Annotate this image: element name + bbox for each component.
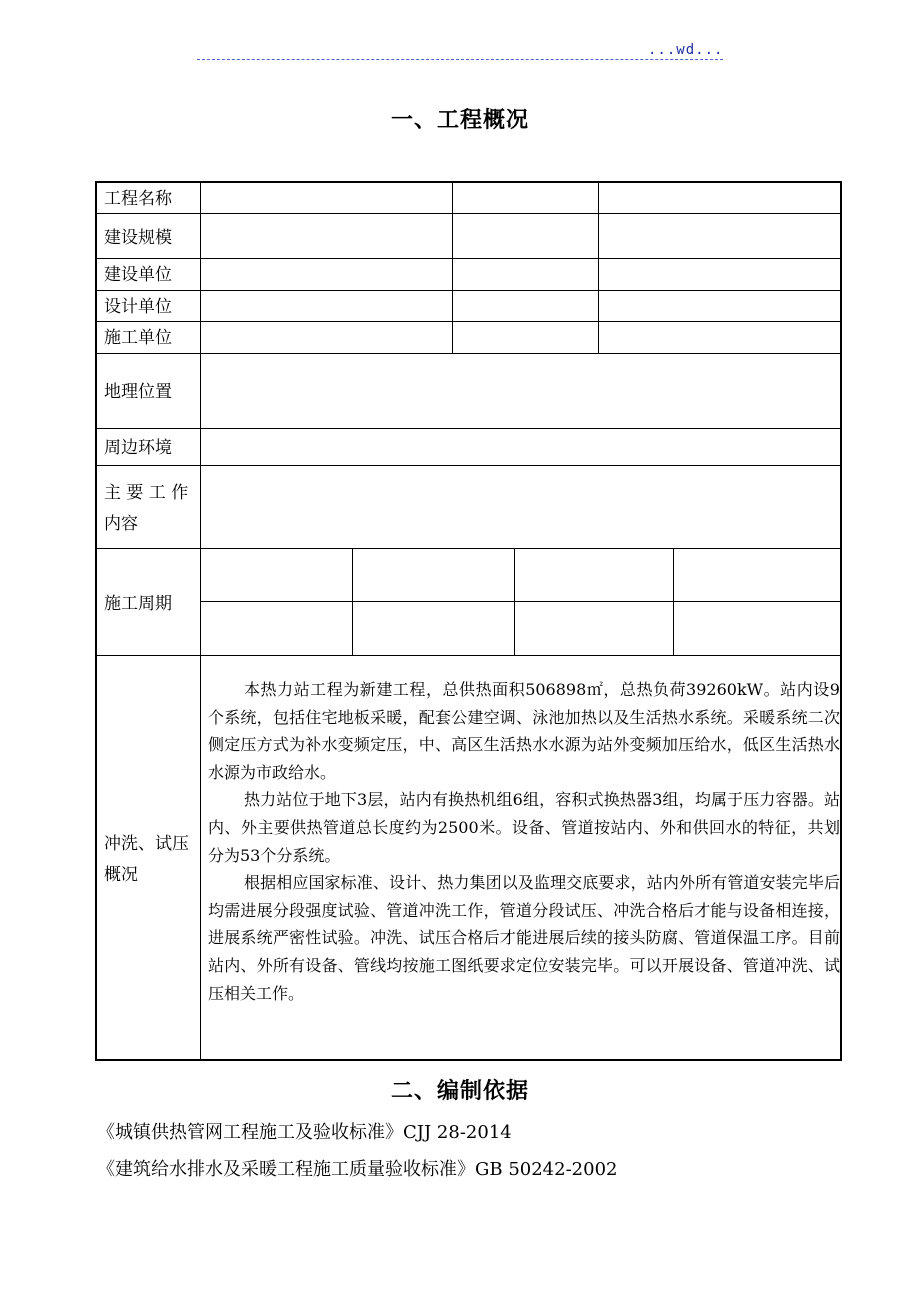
overview-paragraph: 根据相应国家标准、设计、热力集团以及监理交底要求，站内外所有管道安装完毕后均需进展分段强度试验、管道冲洗工作，管道分段试压、冲洗合格后才能与设备相连接，进展系统严密性试验。冲洗、试压合格后才能进展后续的接头防腐、管道保温工序。目前站内、外所有设备、管线均按施工图纸要求定位安装完毕。可以开展设备、管道冲洗、试压相关工作。 (208, 873, 840, 1003)
section-title-overview: 一、工程概况 (390, 108, 529, 133)
table-divider (673, 548, 674, 655)
table-divider (95, 465, 842, 466)
header-mark: ...wd... (648, 42, 724, 58)
table-divider (598, 181, 599, 353)
label-overview-line1: 冲洗、试压 (104, 834, 189, 854)
section-title-basis: 二、编制依据 (390, 1079, 529, 1104)
label-main-work-line1: 主 要 工 作 (104, 483, 189, 503)
label-location: 地理位置 (104, 382, 172, 402)
table-divider (352, 548, 353, 655)
table-divider (95, 321, 842, 322)
table-divider (95, 428, 842, 429)
table-divider (95, 353, 842, 354)
label-scale: 建设规模 (104, 228, 172, 248)
label-project-name: 工程名称 (104, 189, 172, 209)
table-divider (200, 181, 201, 1061)
table-divider (452, 181, 453, 353)
table-divider (95, 655, 842, 656)
overview-paragraph: 本热力站工程为新建工程，总供热面积506898㎡，总热负荷39260kW。站内设9个系统，包括住宅地板采暖，配套公建空调、泳池加热以及生活热水系统。采暖系统二次侧定压方式为补水变频定压，中、高区生活热水水源为站外变频加压给水，低区生活热水水源为市政给水。 (208, 680, 840, 782)
reference-item: 《城镇供热管网工程施工及验收标准》CJJ 28-2014 (97, 1122, 512, 1143)
label-builder: 建设单位 (104, 265, 172, 285)
table-divider (95, 548, 842, 549)
label-designer: 设计单位 (104, 297, 172, 317)
label-overview-line2: 概况 (104, 865, 138, 885)
reference-item: 《建筑给水排水及采暖工程施工质量验收标准》GB 50242-2002 (97, 1159, 618, 1180)
table-divider (95, 290, 842, 291)
table-divider (95, 213, 842, 214)
label-main-work-line2: 内容 (104, 514, 138, 534)
header-divider (197, 59, 723, 60)
table-divider (514, 548, 515, 655)
label-period: 施工周期 (104, 594, 172, 614)
table-divider (95, 258, 842, 259)
table-divider (200, 601, 842, 602)
label-contractor: 施工单位 (104, 328, 172, 348)
label-environment: 周边环境 (104, 438, 172, 458)
overview-paragraph: 热力站位于地下3层，站内有换热机组6组，容积式换热器3组，均属于压力容器。站内、外主要供热管道总长度约为2500米。设备、管道按站内、外和供回水的特征，共划分为53个分系统。 (208, 790, 840, 865)
overview-text (208, 676, 840, 1007)
